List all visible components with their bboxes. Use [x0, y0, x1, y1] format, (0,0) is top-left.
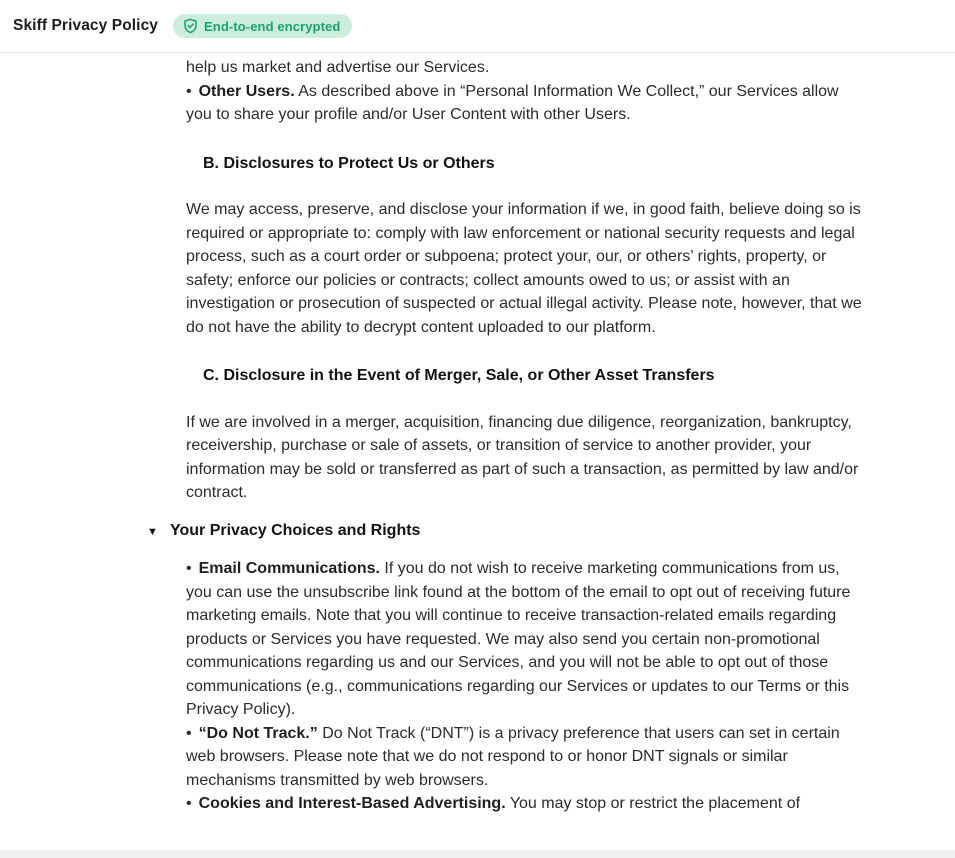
bullet-cookies-bold: Cookies and Interest-Based Advertising.: [198, 795, 506, 812]
bullet-other-users-bold: Other Users.: [198, 82, 295, 100]
bullet-icon: •: [186, 724, 192, 742]
section-privacy-choices-title: Your Privacy Choices and Rights: [170, 521, 421, 539]
bullet-dnt-bold: “Do Not Track.”: [198, 724, 318, 742]
privacy-choices-bullet-list: [186, 557, 868, 816]
bullet-icon: •: [186, 560, 192, 577]
intro-tail-text: help us market and advertise our Services.: [186, 59, 490, 76]
heading-merger-sale: C. Disclosure in the Event of Merger, Sale, or Other Asset Transfers: [203, 367, 715, 384]
list-item: [186, 560, 850, 718]
encryption-badge: [173, 14, 352, 38]
paragraph-disclosures-protect: We may access, preserve, and disclose your information if we, in good faith, believe doing so is required or appropriate to: comply with law enforcement or national security requests and legal process, such as a court order or subpoena; protect your, our, or others’ rights, property, or safety; enforce our policies or contracts; collect amounts owed to us; or assist with an investigation or prosecution of suspected or actual illegal activity. Please note, however, that we do not have the ability to decrypt content uploaded to our platform.: [186, 201, 862, 336]
disclosure-triangle-icon[interactable]: ▼: [147, 525, 158, 538]
document-header: [0, 0, 955, 53]
viewport-bottom-edge: [0, 850, 955, 858]
document-title[interactable]: Skiff Privacy Policy: [13, 17, 159, 34]
shield-check-icon: [183, 18, 198, 34]
paragraph-other-users: [186, 56, 868, 127]
bullet-email-text: If you do not wish to receive marketing communications from us, you can use the unsubscribe link found at the bottom of the email to opt out of receiving future marketing emails. Note that you will continue to receive transaction-related emails regarding products or Services you have requested. We may also send you certain non-promotional communications regarding us and our Services, and you will not be able to opt out of those communications (e.g., communications regarding our Services or updates to our Terms or this Privacy Policy).: [186, 560, 851, 718]
list-item: [186, 725, 840, 789]
bullet-email-bold: Email Communications.: [198, 560, 380, 577]
heading-disclosures-protect: B. Disclosures to Protect Us or Others: [203, 154, 495, 172]
document-body: [0, 53, 955, 816]
bullet-icon: •: [186, 795, 192, 812]
bullet-dnt-text: Do Not Track (“DNT”) is a privacy preference that users can set in certain web browsers. Please note that we do not respond to or honor DNT signals or similar mechanisms transmitted by web browsers.: [186, 724, 840, 789]
paragraph-merger-sale: If we are involved in a merger, acquisition, financing due diligence, reorganization, bankruptcy, receivership, purchase or sale of assets, or transition of service to another provider, your information may be sold or transferred as part of such a transaction, as permitted by law and/or contract.: [186, 413, 859, 501]
bullet-cookies-text: You may stop or restrict the placement of: [505, 795, 801, 812]
encryption-badge-label: End-to-end encrypted: [204, 18, 341, 34]
section-privacy-choices[interactable]: [147, 519, 868, 545]
list-item: [186, 795, 800, 812]
bullet-other-users-text: As described above in “Personal Information We Collect,” our Services allow you to share your profile and/or User Content with other Users.: [186, 82, 839, 123]
bullet-icon: •: [186, 82, 192, 100]
